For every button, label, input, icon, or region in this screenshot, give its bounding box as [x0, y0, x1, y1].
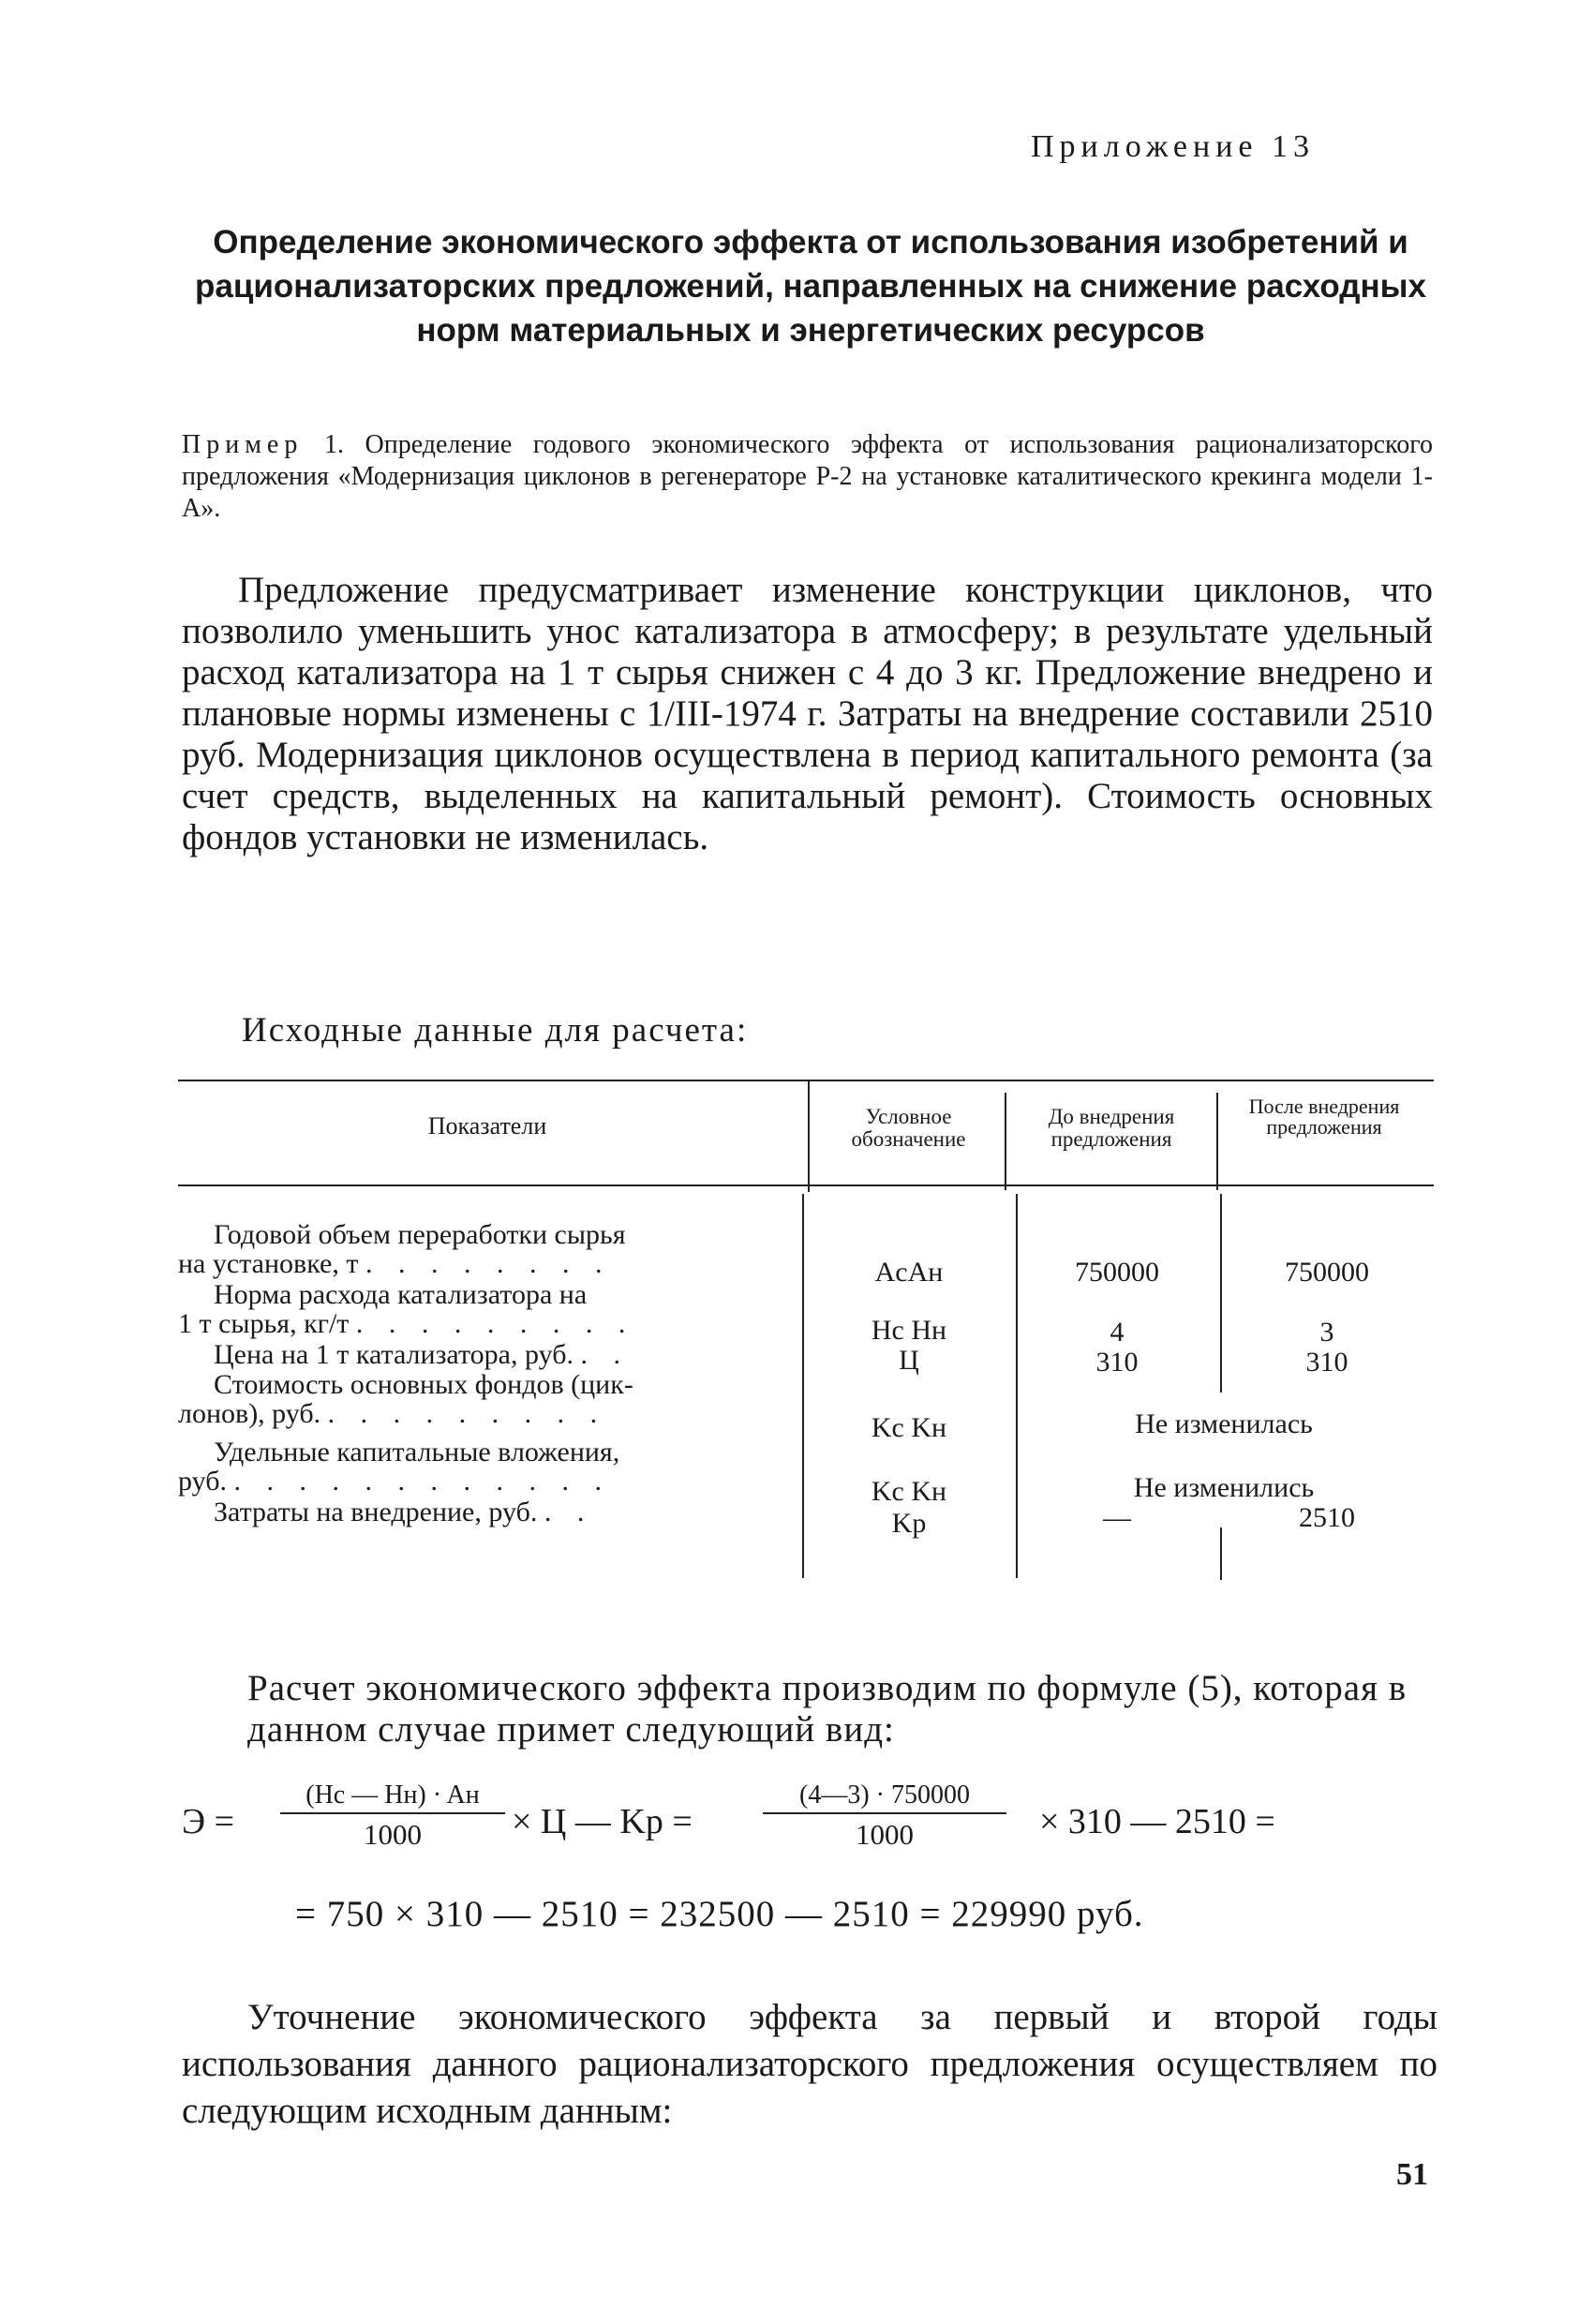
- table-divider: [1216, 1093, 1218, 1190]
- table-divider: [1005, 1093, 1006, 1190]
- row-label-line: Норма расхода катализатора на: [214, 1279, 588, 1310]
- cell-before: 750000: [1075, 1257, 1159, 1288]
- example-text: 1. Определение годового экономического эффекта от использования рационализаторского предложения «Модернизация циклонов в регенераторе Р-2 на установке каталитического крекинга модели 1-А».: [182, 430, 1434, 523]
- formula-line-2: = 750 × 310 — 2510 = 232500 — 2510 = 229990 руб.: [295, 1894, 1144, 1934]
- row-label-line: на установке, т: [178, 1248, 359, 1279]
- cell-symbol: Hс Hн: [871, 1315, 947, 1346]
- leader-dots: . . . . . . . .: [365, 1249, 612, 1278]
- cell-symbol: Kс Kн: [871, 1412, 947, 1443]
- cell-symbol: Ц: [899, 1345, 919, 1376]
- leader-dots: . . . . . . . . .: [355, 1309, 635, 1338]
- page-title: Определение экономического эффекта от использования изобретений и рационализаторских предложений, направленных на снижение расходных норм материальных и энергетических ресурсов: [195, 224, 1426, 349]
- formula-lhs: Э =: [182, 1802, 235, 1841]
- leader-dots: . .: [580, 1340, 630, 1369]
- row-label-line: Затраты на внедрение, руб.: [214, 1497, 538, 1527]
- cell-symbol: AсAн: [874, 1257, 944, 1288]
- table-row: [178, 1370, 778, 1428]
- row-label-line: лонов), руб.: [178, 1398, 321, 1429]
- header-after: После внедрения предложения: [1248, 1095, 1400, 1139]
- formula-middle: × Ц — Kр =: [512, 1802, 693, 1841]
- row-label-line: 1 т сырья, кг/т: [178, 1308, 350, 1339]
- table-divider: [1220, 1194, 1222, 1393]
- cell-after: 2510: [1299, 1502, 1355, 1533]
- cell-after: 310: [1305, 1347, 1348, 1378]
- row-label-line: Стоимость основных фондов (цик-: [214, 1369, 633, 1400]
- leader-dots: . . . . . . . . .: [327, 1399, 607, 1428]
- table-row: [178, 1438, 778, 1496]
- cell-symbol: Kр: [891, 1508, 927, 1539]
- example-lead: Пример: [182, 430, 304, 459]
- body-paragraph-2: Расчет экономического эффекта производим по формуле (5), которая в данном случае примет следующий вид:: [247, 1668, 1408, 1750]
- cell-merged: Не изменилась: [1135, 1408, 1313, 1439]
- cell-after: 3: [1319, 1317, 1334, 1348]
- cell-merged: Не изменились: [1133, 1472, 1315, 1503]
- formula-fraction: [280, 1780, 505, 1852]
- cell-before: 4: [1110, 1317, 1125, 1348]
- table-row: [178, 1220, 778, 1278]
- example-paragraph: [182, 429, 1433, 525]
- fraction-denominator: 1000: [364, 1818, 422, 1851]
- page-number: 51: [1396, 2157, 1428, 2192]
- appendix-label: Приложение 13: [1031, 129, 1315, 164]
- table-top-rule: [178, 1080, 1434, 1081]
- table-row: [178, 1340, 778, 1369]
- table-divider: [802, 1194, 804, 1578]
- cell-symbol: Kс Kн: [871, 1476, 947, 1507]
- table-caption: Исходные данные для расчета:: [242, 1011, 749, 1050]
- formula-fraction: [763, 1780, 1006, 1852]
- cell-before: —: [1103, 1502, 1131, 1533]
- table-divider: [1220, 1527, 1222, 1580]
- formula-line-1: [182, 1780, 1438, 1865]
- fraction-numerator: (4—3) · 750000: [763, 1780, 1006, 1814]
- leader-dots: . .: [544, 1497, 594, 1527]
- body-paragraph-1: Предложение предусматривает изменение конструкции циклонов, что позволило уменьшить унос катализатора в атмосферу; в результате удельный расход катализатора на 1 т сырья снижен с 4 до 3 кг. Предложение внедрено и плановые нормы изменены с 1/III-1974 г. Затраты на внедрение составили 2510 руб. Модернизация циклонов осуществлена в период капитального ремонта (за счет средств, выделенных на капитальный ремонт). Стоимость основных фондов установки не изменилась.: [182, 570, 1433, 857]
- table-header-rule: [178, 1184, 1434, 1186]
- row-label-line: Удельные капитальные вложения,: [214, 1437, 620, 1467]
- fraction-denominator: 1000: [856, 1818, 914, 1851]
- table-row: [178, 1497, 778, 1527]
- row-label-line: Годовой объем переработки сырья: [214, 1219, 626, 1250]
- cell-after: 750000: [1285, 1257, 1369, 1288]
- header-before: До внедрения предложения: [1048, 1105, 1175, 1151]
- leader-dots: . . . . . . . . . . . .: [233, 1467, 611, 1496]
- row-label-line: Цена на 1 т катализатора, руб.: [214, 1339, 574, 1370]
- cell-before: 310: [1095, 1347, 1139, 1378]
- header-symbol: Условное обозначение: [851, 1105, 966, 1151]
- row-label-line: руб.: [178, 1466, 227, 1497]
- table-divider: [808, 1080, 810, 1192]
- table-row: [178, 1280, 778, 1338]
- body-paragraph-3: Уточнение экономического эффекта за первый и второй годы использования данного рационализаторского предложения осуществляем по следующим исходным данным:: [182, 1997, 1438, 2131]
- data-table: [178, 1080, 1434, 1590]
- header-indicator: Показатели: [427, 1112, 547, 1140]
- formula-rhs: × 310 — 2510 =: [1039, 1802, 1275, 1841]
- fraction-numerator: (Hс — Hн) · Aн: [280, 1780, 505, 1814]
